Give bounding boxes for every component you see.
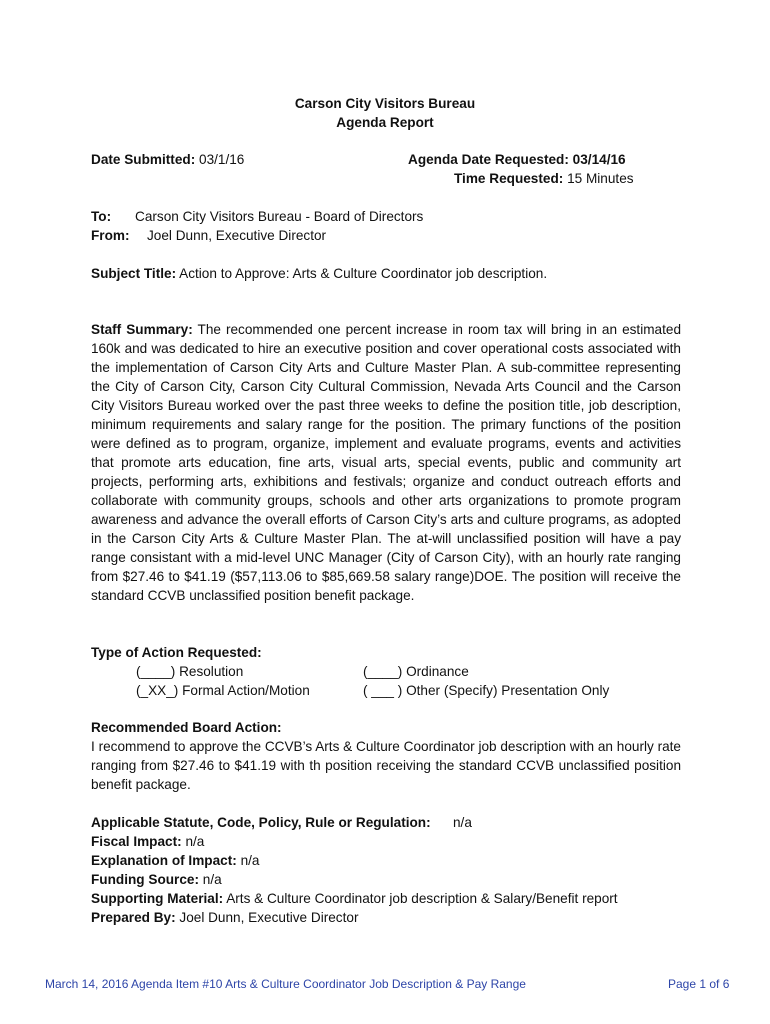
subject-label: Subject Title: bbox=[91, 266, 177, 281]
page-number: Page 1 of 6 bbox=[668, 977, 730, 991]
agenda-date-requested bbox=[408, 150, 626, 169]
option-formal-action: (_XX_) Formal Action/Motion bbox=[136, 683, 310, 698]
funding-value: n/a bbox=[202, 872, 222, 887]
from-line bbox=[91, 226, 326, 245]
supporting-value: Arts & Culture Coordinator job description & Salary/Benefit report bbox=[226, 891, 618, 906]
agenda-date-label: Agenda Date Requested: bbox=[408, 152, 569, 167]
agenda-date-value: 03/14/16 bbox=[572, 152, 626, 167]
funding-label: Funding Source: bbox=[91, 872, 199, 887]
option-ordinance: (____) Ordinance bbox=[363, 664, 469, 679]
fiscal-impact-value: n/a bbox=[185, 834, 205, 849]
staff-summary-label: Staff Summary: bbox=[91, 322, 193, 337]
date-submitted-label: Date Submitted: bbox=[91, 152, 196, 167]
from-label: From: bbox=[91, 228, 130, 243]
supporting-label: Supporting Material: bbox=[91, 891, 224, 906]
date-submitted bbox=[91, 150, 244, 169]
report-title: Agenda Report bbox=[336, 115, 434, 130]
fiscal-impact-line bbox=[91, 832, 204, 851]
recommendation-label: Recommended Board Action: bbox=[91, 720, 282, 735]
org-title: Carson City Visitors Bureau bbox=[294, 96, 476, 111]
fiscal-impact-label: Fiscal Impact: bbox=[91, 834, 182, 849]
time-requested bbox=[454, 169, 634, 188]
option-resolution: (____) Resolution bbox=[136, 664, 244, 679]
prepared-line bbox=[91, 908, 358, 927]
date-submitted-value: 03/1/16 bbox=[199, 152, 245, 167]
statute-line bbox=[91, 813, 472, 832]
to-line bbox=[91, 207, 423, 226]
option-other: ( ___ ) Other (Specify) Presentation Only bbox=[363, 683, 610, 698]
subject-value: Action to Approve: Arts & Culture Coordinator job description. bbox=[179, 266, 548, 281]
time-requested-value: 15 Minutes bbox=[567, 171, 634, 186]
prepared-value: Joel Dunn, Executive Director bbox=[179, 910, 359, 925]
funding-line bbox=[91, 870, 222, 889]
explanation-label: Explanation of Impact: bbox=[91, 853, 237, 868]
from-value: Joel Dunn, Executive Director bbox=[147, 228, 327, 243]
supporting-line bbox=[91, 889, 618, 908]
explanation-value: n/a bbox=[240, 853, 260, 868]
staff-summary-text: The recommended one percent increase in room tax will bring in an estimated 160k and was dedicated to hire an executive position and cover operational costs associated with the implementation of Carson City Arts and Culture Master Plan. A sub-committee representing the City of Carson City, Carson City Cultural Commission, Nevada Arts Council and the Carson City Visitors Bureau worked over the past three weeks to define the position title, job description, minimum requirements and salary range for the position. The primary functions of the position were defined as to program, organize, implement and evaluate programs, events and activities that promote arts education, fine arts, visual arts, special events, public and community art projects, performing arts, exhibitions and festivals; organize and conduct outreach efforts and collaborate with community groups, schools and other arts organizations to promote program awareness and advance the overall efforts of Carson City’s arts and culture programs, as adopted in the Carson City Arts & Culture Master Plan. The at-will unclassified position will have a pay range consistant with a mid-level UNC Manager (City of Carson City), with an hourly rate ranging from $27.46 to $41.19 ($57,113.06 to $85,669.58 salary range)DOE. The position will receive the standard CCVB unclassified position benefit package. bbox=[91, 322, 682, 603]
staff-summary bbox=[91, 320, 681, 605]
time-requested-label: Time Requested: bbox=[454, 171, 564, 186]
footer-title: March 14, 2016 Agenda Item #10 Arts & Culture Coordinator Job Description & Pay Range bbox=[45, 977, 526, 991]
to-value: Carson City Visitors Bureau - Board of Directors bbox=[135, 209, 424, 224]
action-type-label: Type of Action Requested: bbox=[91, 645, 262, 660]
statute-label: Applicable Statute, Code, Policy, Rule or Regulation: bbox=[91, 815, 431, 830]
subject-line bbox=[91, 264, 547, 283]
recommendation-text: I recommend to approve the CCVB’s Arts & Culture Coordinator job description with an hourly rate ranging from $27.46 to $41.19 with th position receiving the standard CCVB unclassified position benefit package. bbox=[91, 739, 681, 792]
to-label: To: bbox=[91, 209, 112, 224]
prepared-label: Prepared By: bbox=[91, 910, 176, 925]
statute-value: n/a bbox=[453, 815, 472, 830]
explanation-line bbox=[91, 851, 259, 870]
